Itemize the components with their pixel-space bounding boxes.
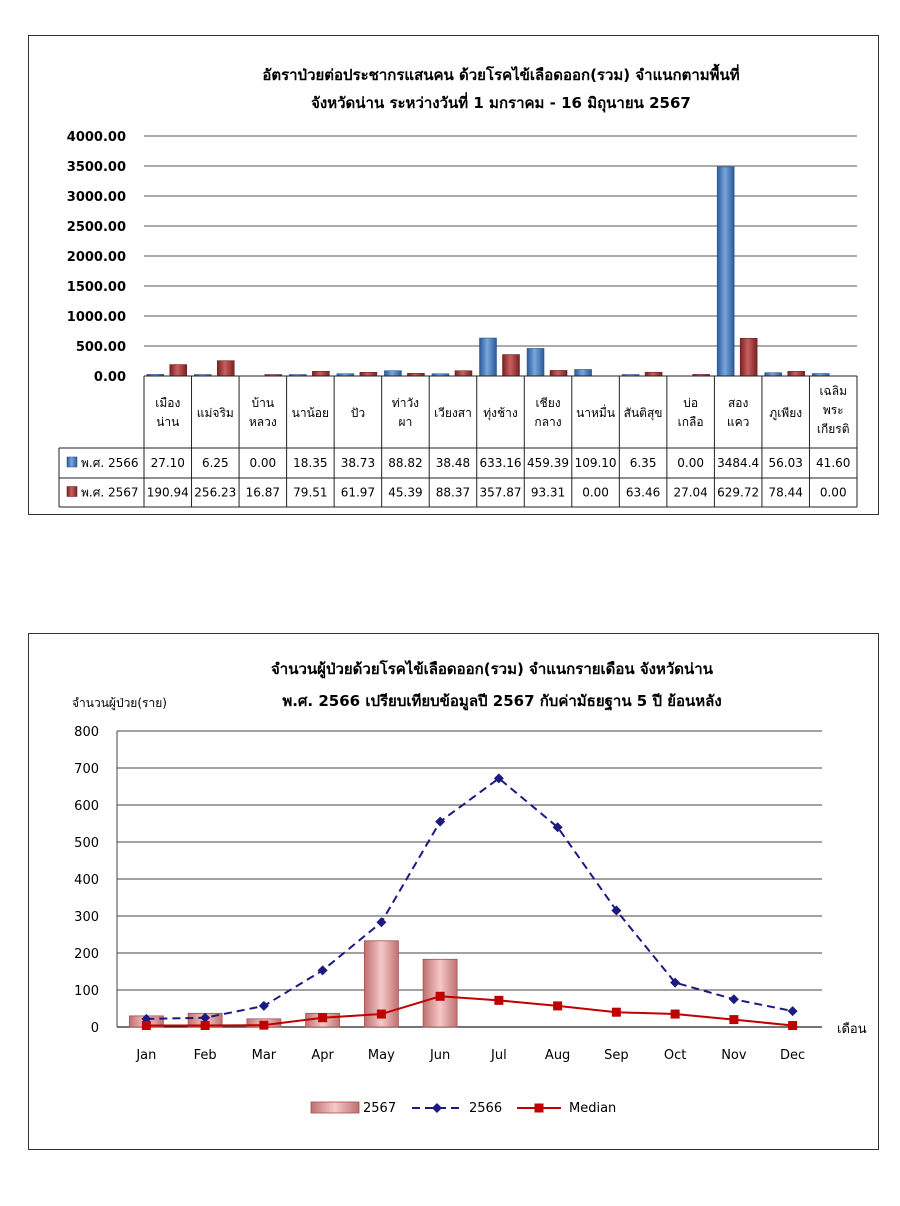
x-axis-label: เดือน [837,1022,867,1037]
data-cell: 459.39 [527,456,570,470]
y-tick-label: 400 [74,873,99,888]
data-cell: 109.10 [574,456,617,470]
bar-2566 [765,373,782,376]
chart1-subtitle: จังหวัดน่าน ระหว่างวันที่ 1 มกราคม - 16 มิถุนายน 2567 [311,94,691,112]
legend-swatch-2567 [311,1102,359,1113]
category-label: เกียรติ [816,422,850,436]
point-2566 [788,1006,798,1016]
y-tick-label: 1500.00 [66,280,126,295]
y-tick-label: 200 [74,947,99,962]
data-cell: 27.04 [673,485,708,500]
y-tick-label: 3500.00 [66,160,126,175]
legend-label: พ.ศ. 2566 [81,456,139,470]
point-median [377,1010,386,1019]
legend-swatch-2567 [67,487,77,497]
chart1-title: อัตราป่วยต่อประชากรแสนคน ด้วยโรคไข้เลือดออก(รวม) จำแนกตามพื้นที่ [262,66,740,84]
point-2566 [259,1001,269,1011]
point-median [671,1010,680,1019]
category-label: ภูเพียง [769,406,803,420]
x-tick-label: Nov [721,1048,747,1063]
data-cell: 38.48 [435,456,471,470]
monthly-cases-chart-panel [28,633,879,1150]
legend-label-2566: 2566 [469,1101,503,1116]
x-tick-label: Jun [429,1048,451,1063]
data-cell: 0.00 [249,456,277,470]
data-cell: 3484.4 [717,456,760,470]
category-label: เวียงสา [434,406,472,420]
data-cell: 6.35 [629,456,657,470]
bar-2567 [455,371,472,376]
category-label: ท่าวัง [391,396,420,410]
category-label: บ่อ [683,396,699,410]
category-label: ปัว [350,406,366,420]
legend-marker-2566 [432,1103,442,1113]
data-cell: 88.82 [388,456,423,470]
point-2566 [729,994,739,1004]
point-median [142,1021,151,1030]
legend-label-median: Median [569,1101,617,1116]
category-label: พระ [822,403,844,417]
y-tick-label: 0.00 [93,370,126,385]
bar-2567 [217,361,234,376]
legend-marker-median [535,1104,544,1113]
category-label: เมือง [155,396,181,410]
category-label: แม่จริม [196,406,234,420]
bar-2566 [384,371,401,376]
y-axis-label: จำนวนผู้ป่วย(ราย) [72,696,167,710]
data-cell: 63.46 [625,485,661,500]
bar-2567 [360,372,377,376]
data-cell: 45.39 [388,485,423,500]
x-tick-label: Apr [311,1048,334,1063]
point-median [259,1021,268,1030]
legend-swatch-2566 [67,457,77,467]
bar-2567 [503,355,520,376]
y-tick-label: 700 [74,762,99,777]
point-median [553,1001,562,1010]
line-2566 [146,778,792,1019]
category-label: ทุ่งช้าง [483,406,518,420]
bar-2566 [717,167,734,376]
data-cell: 633.16 [479,456,522,470]
category-label: หลวง [248,415,277,429]
y-tick-label: 600 [74,799,99,814]
category-label: สอง [727,396,749,410]
x-tick-label: Dec [780,1048,806,1063]
bar-2567 [170,365,187,376]
data-cell: 41.60 [816,456,851,470]
category-label: บ้าน [251,396,275,410]
data-cell: 0.00 [819,485,847,500]
data-cell: 27.10 [150,456,185,470]
area-rate-chart [29,36,880,516]
x-tick-label: Feb [193,1048,217,1063]
point-2566 [318,965,328,975]
chart2-title: จำนวนผู้ป่วยด้วยโรคไข้เลือดออก(รวม) จำแนกรายเดือน จังหวัดน่าน [271,660,713,678]
point-median [612,1008,621,1017]
y-tick-label: 4000.00 [66,130,126,145]
x-tick-label: Oct [663,1048,687,1063]
y-tick-label: 800 [74,725,99,740]
category-label: นาน้อย [291,406,330,420]
data-cell: 56.03 [768,456,803,470]
category-label: เกลือ [677,415,704,429]
data-cell: 18.35 [293,456,328,470]
bar-2567 [312,371,329,376]
monthly-cases-chart [29,634,880,1151]
data-cell: 190.94 [146,485,189,500]
y-tick-label: 500.00 [75,340,126,355]
data-cell: 357.87 [479,485,522,500]
bar-2566 [575,369,592,376]
point-median [494,996,503,1005]
category-label: เฉลิม [819,384,848,398]
data-cell: 6.25 [201,456,229,470]
y-tick-label: 1000.00 [66,310,126,325]
y-tick-label: 2000.00 [66,250,126,265]
legend-label: พ.ศ. 2567 [81,485,139,500]
bar-2566 [480,338,497,376]
chart2-subtitle: พ.ศ. 2566 เปรียบเทียบข้อมูลปี 2567 กับค่ามัธยฐาน 5 ปี ย้อนหลัง [282,692,722,710]
data-cell: 61.97 [340,485,376,500]
y-tick-label: 500 [74,836,99,851]
x-tick-label: Jul [491,1048,507,1063]
category-label: ผา [398,415,413,429]
y-tick-label: 0 [90,1021,99,1036]
data-cell: 629.72 [717,485,760,500]
point-median [318,1013,327,1022]
data-cell: 93.31 [530,485,566,500]
category-label: นาหมื่น [576,406,616,420]
x-tick-label: Sep [604,1048,629,1063]
category-label: แคว [726,415,750,429]
category-label: น่าน [156,415,180,429]
point-median [201,1021,210,1030]
data-cell: 38.73 [340,456,376,470]
x-tick-label: Mar [251,1048,277,1063]
point-2566 [376,917,386,927]
bar-2567 [645,372,662,376]
bar-2567 [550,370,567,376]
data-cell: 88.37 [435,485,471,500]
data-cell: 256.23 [194,485,237,500]
legend-label-2567: 2567 [363,1101,397,1116]
y-tick-label: 100 [74,984,99,999]
category-label: กลาง [534,415,562,429]
y-tick-label: 300 [74,910,99,925]
point-median [436,992,445,1001]
data-cell: 78.44 [768,485,803,500]
point-median [788,1021,797,1030]
data-cell: 79.51 [293,485,328,500]
point-median [729,1015,738,1024]
x-tick-label: Aug [544,1048,571,1063]
bar-2566 [527,348,544,376]
category-label: เชียง [535,396,561,410]
data-cell: 0.00 [677,456,704,470]
category-label: สันติสุข [623,406,663,420]
area-rate-chart-panel [28,35,879,515]
bar-2567 [740,338,757,376]
x-tick-label: Jan [136,1048,157,1063]
data-cell: 0.00 [582,485,609,500]
data-cell: 16.87 [245,485,281,500]
x-tick-label: May [367,1048,395,1063]
bar-2567 [788,371,805,376]
y-tick-label: 2500.00 [66,220,126,235]
y-tick-label: 3000.00 [66,190,126,205]
